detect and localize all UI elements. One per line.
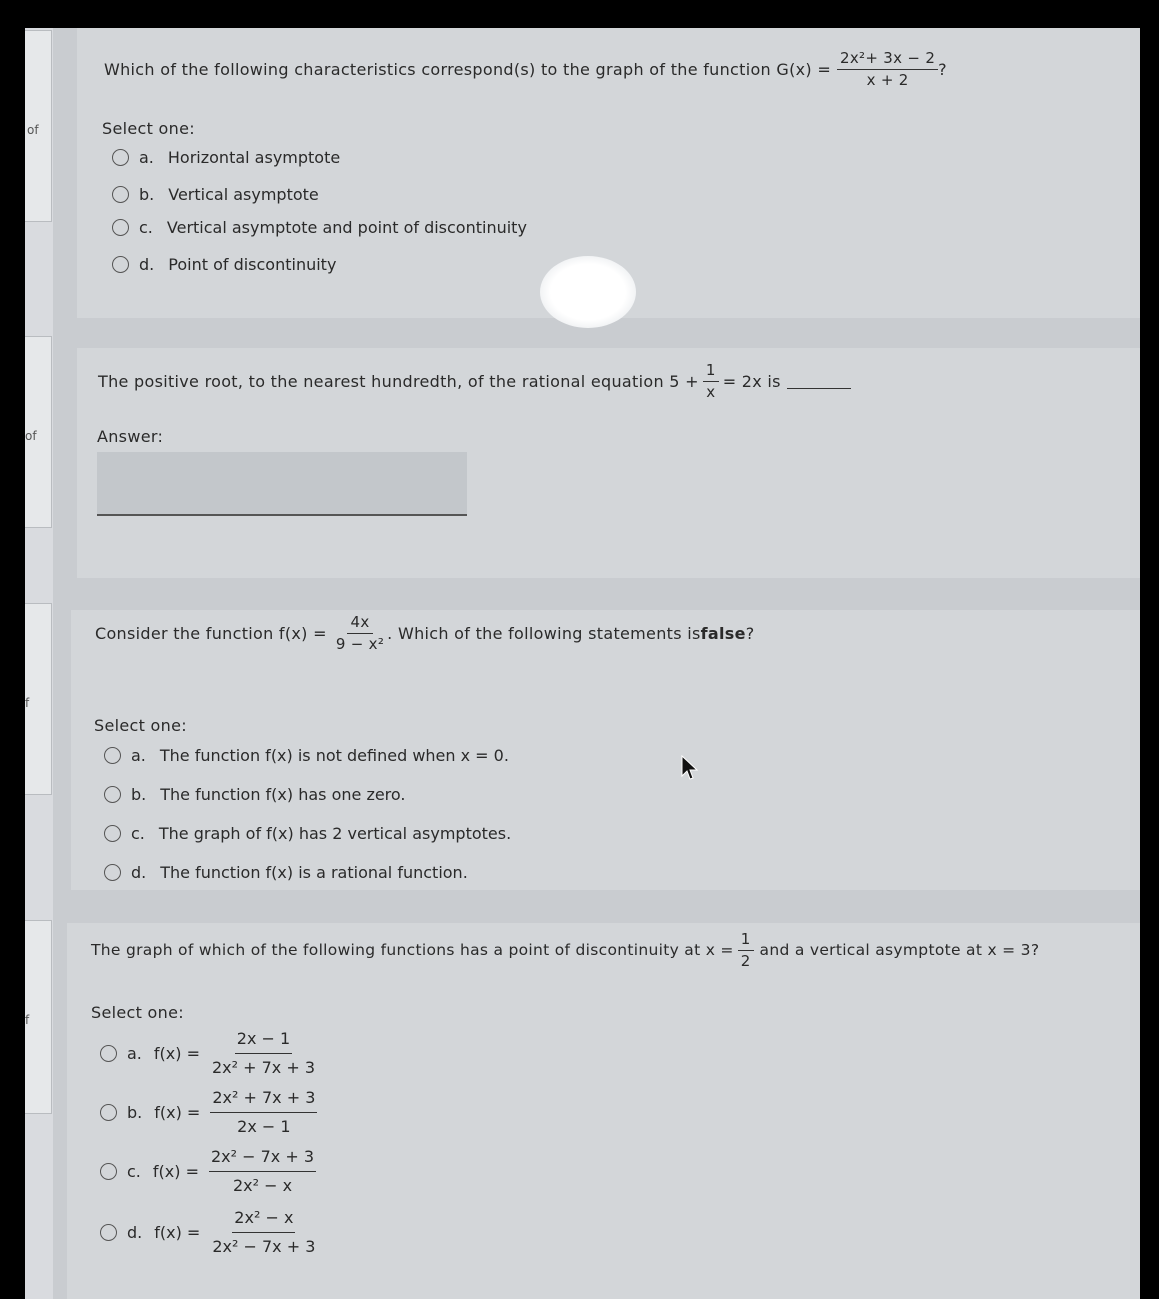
option-fx: f(x) = [154, 1103, 201, 1122]
question-4-fraction [738, 931, 754, 969]
question-4-text: The graph of which of the following functions has a point of discontinuity at x = [91, 941, 734, 959]
radio-button[interactable] [112, 149, 129, 166]
screen [25, 28, 1140, 1299]
question-2-prompt [98, 362, 851, 400]
question-4-prompt [91, 931, 1039, 969]
option-letter: d. [139, 255, 155, 274]
question-1-suffix: ? [938, 59, 947, 79]
option-fraction-den: 2x² − x [232, 1176, 293, 1195]
option-letter: d. [131, 863, 147, 882]
screen-glare [540, 256, 636, 328]
option-fx: f(x) = [152, 1162, 199, 1181]
option-letter: a. [139, 148, 154, 167]
question-1-fraction-den: x + 2 [866, 70, 909, 89]
option-text: The function f(x) is a rational function. [160, 863, 468, 882]
radio-button[interactable] [104, 747, 121, 764]
question-3-option-a[interactable] [104, 746, 509, 765]
question-2-text: The positive root, to the nearest hundredth, of the rational equation 5 + [98, 371, 699, 391]
question-2-fraction [703, 362, 719, 400]
left-gutter [25, 28, 53, 1299]
question-1-select-label: Select one: [102, 119, 195, 138]
option-letter: a. [131, 746, 146, 765]
question-4-suffix: and a vertical asymptote at x = 3? [759, 941, 1040, 959]
question-1-fraction-num: 2x²+ 3x − 2 [837, 50, 938, 70]
option-fx: f(x) = [153, 1044, 200, 1063]
mouse-cursor-icon [680, 755, 698, 781]
radio-button[interactable] [104, 825, 121, 842]
radio-button[interactable] [104, 786, 121, 803]
question-4-option-d[interactable] [100, 1208, 317, 1257]
radio-button[interactable] [104, 864, 121, 881]
option-text: The function f(x) is not defined when x = 0. [159, 746, 509, 765]
question-1-prompt [104, 50, 947, 88]
answer-blank [787, 374, 851, 389]
question-3-fraction-num: 4x [347, 614, 372, 634]
option-fraction-den: 2x − 1 [237, 1117, 291, 1136]
question-4-option-a[interactable] [100, 1029, 317, 1078]
radio-button[interactable] [112, 219, 129, 236]
question-1-fraction [837, 50, 938, 88]
question-2-suffix: = 2x is [722, 371, 781, 391]
option-text: Vertical asymptote and point of discontinuity [166, 218, 527, 237]
question-4-fraction-den: 2 [740, 951, 751, 970]
question-4-option-c[interactable] [100, 1147, 316, 1196]
question-1-option-d[interactable] [112, 255, 336, 274]
radio-button[interactable] [112, 186, 129, 203]
question-2-fraction-num: 1 [703, 362, 719, 382]
radio-button[interactable] [100, 1045, 117, 1062]
option-fraction-num: 2x² − 7x + 3 [209, 1147, 316, 1172]
option-text: Horizontal asymptote [167, 148, 341, 167]
option-text: The function f(x) has one zero. [160, 785, 406, 804]
question-2-answer-label: Answer: [97, 427, 164, 446]
question-card-4 [67, 923, 1140, 1299]
option-text: Point of discontinuity [168, 255, 337, 274]
option-letter: b. [127, 1103, 143, 1122]
question-3-text: Consider the function f(x) = [95, 623, 327, 643]
question-3-select-label: Select one: [94, 716, 187, 735]
question-3-suffix-post: ? [745, 623, 755, 643]
question-3-option-b[interactable] [104, 785, 406, 804]
option-fraction-den: 2x² − 7x + 3 [212, 1237, 316, 1256]
question-3-fraction-den: 9 − x² [335, 634, 385, 653]
option-fraction [210, 1208, 317, 1257]
nav-label-2: of [25, 429, 37, 443]
option-fraction-num: 2x − 1 [235, 1029, 292, 1054]
option-fx: f(x) = [154, 1223, 201, 1242]
option-letter: c. [139, 218, 153, 237]
option-fraction-num: 2x² − x [232, 1208, 295, 1233]
question-3-option-d[interactable] [104, 863, 468, 882]
question-4-option-b[interactable] [100, 1088, 317, 1137]
nav-label-4: f [25, 1013, 30, 1027]
option-fraction [209, 1147, 316, 1196]
nav-label-3: f [25, 696, 30, 710]
question-3-fraction [333, 614, 387, 652]
question-1-option-c[interactable] [112, 218, 527, 237]
question-1-text: Which of the following characteristics correspond(s) to the graph of the function G(x) = [104, 59, 832, 79]
option-letter: b. [139, 185, 155, 204]
radio-button[interactable] [100, 1104, 117, 1121]
question-3-prompt [95, 614, 755, 652]
question-4-fraction-num: 1 [738, 931, 754, 951]
question-1-option-a[interactable] [112, 148, 340, 167]
option-fraction [210, 1088, 317, 1137]
option-letter: a. [127, 1044, 142, 1063]
question-3-suffix-bold: false [700, 623, 746, 643]
question-1-option-b[interactable] [112, 185, 319, 204]
option-letter: c. [131, 824, 145, 843]
option-fraction-num: 2x² + 7x + 3 [210, 1088, 317, 1113]
radio-button[interactable] [100, 1224, 117, 1241]
option-letter: d. [127, 1223, 143, 1242]
answer-input[interactable] [97, 452, 467, 516]
question-card-3 [71, 610, 1140, 890]
question-4-select-label: Select one: [91, 1003, 184, 1022]
radio-button[interactable] [112, 256, 129, 273]
option-letter: c. [127, 1162, 141, 1181]
radio-button[interactable] [100, 1163, 117, 1180]
nav-label-1: of [27, 123, 39, 137]
question-3-option-c[interactable] [104, 824, 511, 843]
option-fraction-den: 2x² + 7x + 3 [211, 1058, 316, 1077]
question-2-fraction-den: x [706, 382, 716, 401]
option-text: The graph of f(x) has 2 vertical asymptotes. [158, 824, 512, 843]
option-fraction [210, 1029, 317, 1078]
question-3-suffix-pre: . Which of the following statements is [387, 623, 701, 643]
question-card-2 [77, 348, 1140, 578]
option-text: Vertical asymptote [168, 185, 319, 204]
option-letter: b. [131, 785, 147, 804]
